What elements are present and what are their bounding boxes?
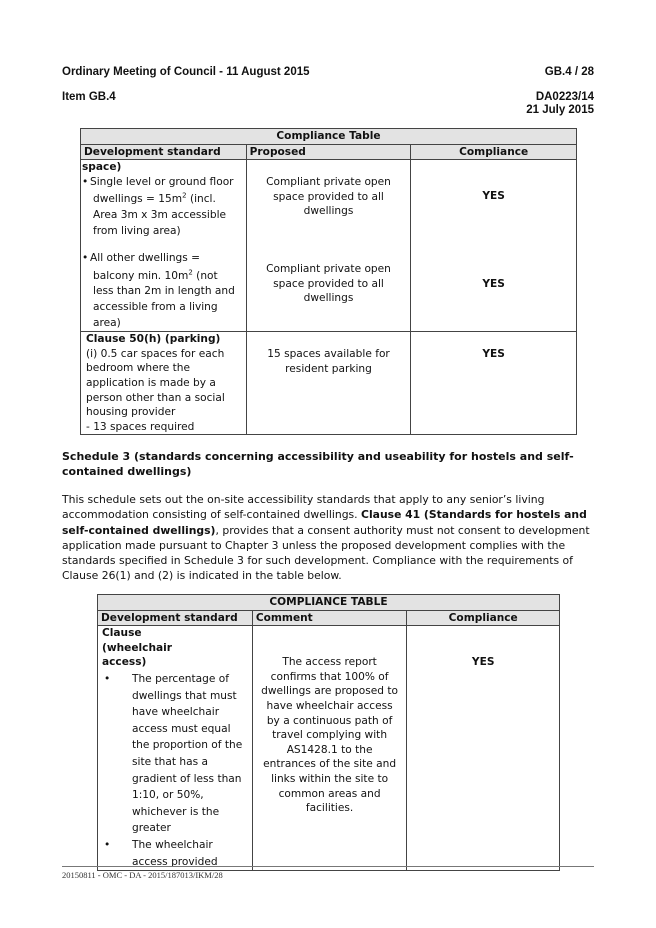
row-text: (i) 0.5 car spaces for each xyxy=(86,347,225,360)
column-header: Proposed xyxy=(246,144,411,160)
compliance-status: YES xyxy=(482,190,505,203)
row-heading: Clause 50(h) (parking) xyxy=(86,333,221,346)
compliance-status: YES xyxy=(482,348,505,361)
comment-text: The access report confirms that 100% of dwellings are proposed to have wheelchair access by a continuous path of travel complying with AS1428.1 to the entrances of the site and links within the site to common areas and facilities. xyxy=(261,656,399,815)
row-text: bedroom where the xyxy=(86,362,191,375)
table-title: COMPLIANCE TABLE xyxy=(98,595,560,611)
list-item-line: less than 2m in length and xyxy=(93,285,235,298)
table-row xyxy=(81,332,577,435)
table-row xyxy=(81,160,577,332)
list-item-line: dwellings = $15m^2$ (incl. xyxy=(93,191,216,206)
column-header: Compliance xyxy=(407,610,560,626)
compliance-table-1 xyxy=(80,128,577,435)
page-reference: GB.4 / 28 xyxy=(544,66,594,78)
list-item-line: Area 3m x 3m accessible xyxy=(93,208,227,221)
proposed-text: 15 spaces available for resident parking xyxy=(267,348,390,375)
list-item-line: area) xyxy=(93,316,121,329)
row-heading: space) xyxy=(82,161,122,174)
meeting-title: Ordinary Meeting of Council - 11 August 2015 xyxy=(62,66,310,78)
row-text: person other than a social xyxy=(86,391,225,404)
column-header: Comment xyxy=(252,610,407,626)
row-heading: Clause (wheelchair access) xyxy=(102,627,172,669)
column-header: Development standard xyxy=(81,144,247,160)
table-title: Compliance Table xyxy=(81,129,577,145)
list-item-line: balcony min. $10m^2$ (not xyxy=(93,268,218,282)
row-text: application is made by a xyxy=(86,376,216,389)
list-item: • All other dwellings = xyxy=(82,252,201,265)
compliance-status: YES xyxy=(471,656,495,669)
table-row xyxy=(98,626,560,871)
footer-rule xyxy=(62,866,594,867)
document-date: 21 July 2015 xyxy=(526,104,594,116)
list-item-line: accessible from a living xyxy=(93,300,218,313)
column-header: Development standard xyxy=(98,610,253,626)
column-header: Compliance xyxy=(411,144,577,160)
proposed-text: Compliant private open space provided to all dwellings xyxy=(266,176,391,218)
row-text: - 13 spaces required xyxy=(86,420,195,433)
item-label: Item GB.4 xyxy=(62,91,116,103)
list-item: • The wheelchair access provided xyxy=(104,838,218,868)
row-text: housing provider xyxy=(86,406,176,419)
list-item: • The percentage of dwellings that must have wheelchair access must equal the proportion of the site that has a gradient of less than 1:10, or 50%, whichever is the greater xyxy=(104,672,243,835)
compliance-status: YES xyxy=(482,277,505,290)
section-heading: Schedule 3 (standards concerning accessibility and useability for hostels and self-contained dwellings) xyxy=(62,450,574,478)
list-item: • Single level or ground floor xyxy=(82,175,234,188)
proposed-text: Compliant private open space provided to all dwellings xyxy=(266,262,391,305)
footer-reference: 20150811 - OMC - DA - 2015/187013/IKM/28 xyxy=(62,870,223,880)
compliance-table-2 xyxy=(97,594,560,871)
document-number: DA0223/14 xyxy=(535,91,594,103)
body-paragraph: This schedule sets out the on-site accessibility standards that apply to any senior’s living accommodation consisting of self-contained dwellings. Clause 41 (Standards for hostels and self-contained dwellings), provides that a consent authority must not consent to development application made pursuant to Chapter 3 unless the proposed development complies with the standards specified in Schedule 3 for such development. Compliance with the requirements of Clause 26(1) and (2) is indicated in the table below. xyxy=(62,493,590,583)
list-item-line: from living area) xyxy=(93,224,181,237)
